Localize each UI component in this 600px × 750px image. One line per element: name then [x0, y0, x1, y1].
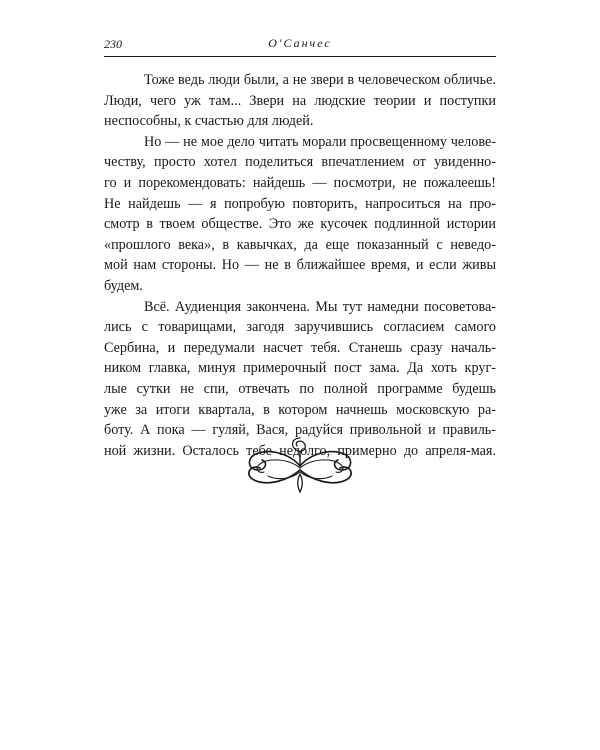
text-line: Люди, чего уж там... Звери на людские теории и поступки	[104, 92, 496, 109]
text-line: Тоже ведь люди были, а не звери в человеческом обличье.	[144, 72, 496, 88]
header-rule	[104, 56, 496, 57]
text-line: го и порекомендовать: найдешь — посмотри, не пожалеешь!	[104, 174, 496, 191]
text-line: ной жизни. Осталось тебе недолго, примерно до апреля-мая.	[104, 442, 496, 459]
decorative-flourish-icon	[240, 430, 360, 500]
text-line: будем.	[104, 277, 143, 294]
running-head-author: О'Санчес	[268, 36, 332, 50]
text-line: Но — не мое дело читать морали просвещенному челове-	[144, 133, 496, 150]
text-line: Не найдешь — я попробую повторить, напроситься на про-	[104, 195, 496, 212]
text-line: ником главка, минуя примерочный пост зама. Да хоть круг-	[104, 360, 496, 377]
page-header	[104, 33, 496, 55]
paragraph-2	[104, 132, 496, 297]
text-line: Сербина, и передумали насчет тебя. Станешь сразу началь-	[104, 339, 496, 356]
paragraph-1	[104, 70, 496, 132]
text-line: уже за итоги квартала, в котором начнешь московскую ра-	[104, 401, 496, 418]
page-number: 230	[104, 37, 122, 51]
text-line: неспособны, к счастью для людей.	[104, 113, 314, 130]
text-line: лые сутки не спи, отвечать по полной программе будешь	[104, 380, 496, 397]
text-line: Всё. Аудиенция закончена. Мы тут намедни посоветова-	[144, 298, 496, 315]
text-line: боту. А пока — гуляй, Вася, радуйся привольной и правиль-	[104, 422, 496, 439]
text-line: смотр в твоем обществе. Это же кусочек подлинной истории	[104, 216, 496, 233]
text-line: мой нам стороны. Но — не в ближайшее время, и если живы	[104, 257, 496, 274]
text-line: честву, просто хотел поделиться впечатлением от увиденно-	[104, 154, 496, 171]
text-line: «прошлого века», в кавычках, да еще показанный с неведо-	[104, 236, 496, 253]
body-text	[104, 70, 496, 461]
text-line: лись с товарищами, загодя заручившись согласием самого	[104, 319, 496, 336]
